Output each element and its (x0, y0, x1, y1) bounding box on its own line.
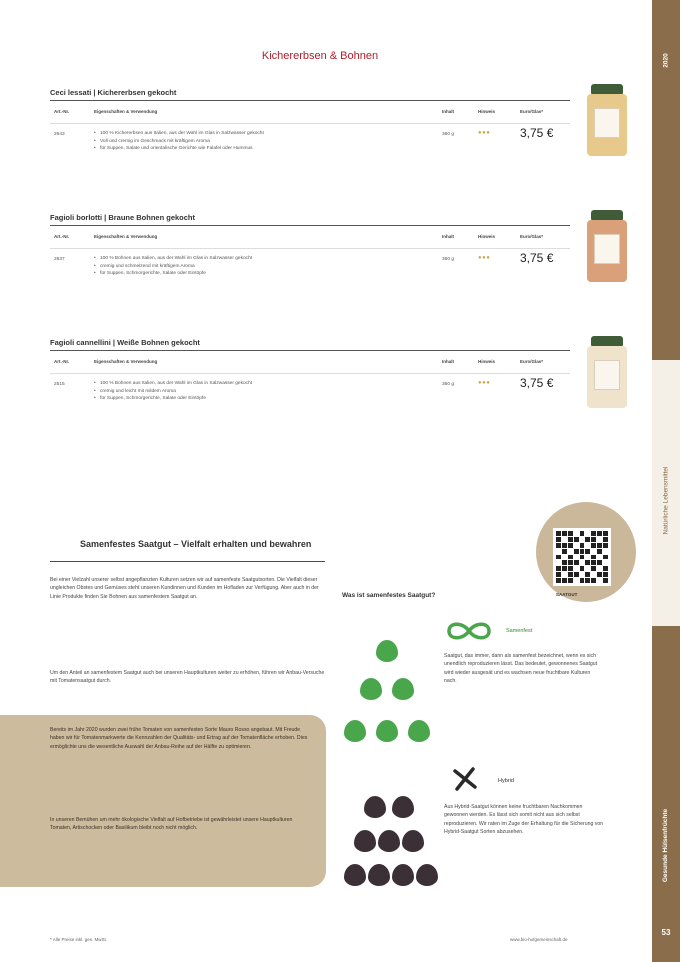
cross-icon (452, 766, 478, 792)
side-tab-chapter-label: Gesunde Hülsenfrüchte (662, 808, 670, 882)
col-features: Eigenschaften & Verwendung (94, 109, 158, 114)
section-title: Kichererbsen & Bohnen (261, 50, 379, 62)
feature-list (94, 380, 424, 403)
jar-image-borlotti (586, 210, 628, 284)
intro-paragraph: Bei einer Vielzahl unserer selbst angepflanzten Kulturen setzen wir auf samenfeste Saatgutsorten. Die Vielfalt dieser ungleichen Obstes und Gemüses steht unseren Kundinnen und Kunden im Hofladen zur Verfügung. Aber auch in der Linie Produkte finden Sie Bohnen aus samenfestem Saatgut an. (50, 577, 319, 600)
price: 3,75 € (520, 376, 554, 390)
side-tab-middle-label: Natürliche Lebensmittel (662, 466, 670, 534)
product-block (50, 213, 570, 294)
green-leaf-icon (376, 720, 398, 742)
qr-code-icon[interactable] (553, 528, 611, 586)
feature-item: • 100 % Bohnen aus Italien, aus der Wahl im Glas in Salzwasser gekocht (94, 255, 424, 263)
product-row (50, 373, 570, 419)
highlight-paragraph-1: Bereits im Jahr 2020 wurden zwei frühe Tomaten von samenfesten Sorte Mauro Rosso angebaut. Mit Freude haben wir für Tomatenmarkwerte die Kennzahlen der Qualitäts- und Ertrag auf der Tomatenfläche erhoben. Dies ermöglichte uns die wesentliche Auswahl der Anbau-Reihe auf der Hälfte zu optimieren. (50, 727, 308, 750)
product-table-header (50, 359, 570, 373)
col-price: Euro/Glas* (520, 359, 544, 364)
dark-leaf-icon (416, 864, 438, 886)
jar-image-chickpeas (586, 84, 628, 158)
rating-dots: ●●● (478, 380, 491, 386)
feature-item: • 100 % Bohnen aus Italien, aus der Wahl im Glas in Salzwasser gekocht (94, 380, 424, 388)
dark-leaf-icon (402, 830, 424, 852)
product-row (50, 248, 570, 294)
infinity-icon (445, 620, 493, 642)
green-leaf-icon (376, 640, 398, 662)
price: 3,75 € (520, 251, 554, 265)
article-number: 2515 (54, 382, 65, 387)
green-leaf-icon (344, 720, 366, 742)
col-inhalt: Inhalt (442, 109, 454, 114)
product-title: Fagioli cannellini | Weiße Bohnen gekocht (50, 338, 570, 351)
product-block (50, 338, 570, 419)
footer-url[interactable]: www.bio-hofgemeinschaft.de (510, 937, 568, 942)
col-art: Art.-Nr. (54, 359, 70, 364)
product-table-header (50, 234, 570, 248)
rating-dots: ●●● (478, 255, 491, 261)
feature-item: • cremig und schmelzend mit kräftigem Aroma (94, 263, 424, 271)
feature-list (94, 255, 424, 278)
seed-type-label-samenfest: Samenfest (506, 628, 533, 634)
page-number: 53 (661, 928, 671, 937)
price: 3,75 € (520, 126, 554, 140)
dark-leaf-icon (354, 830, 376, 852)
feature-item: • Voll und cremig im Geschmack mit kräftigem Aroma (94, 138, 424, 146)
article-number: 2637 (54, 257, 65, 262)
footer-note: * Alle Preise inkl. ges. MwSt. (50, 937, 108, 942)
hybrid-description: Aus Hybrid-Saatgut können keine fruchtbaren Nachkommen gewonnen werden. Es lässt sich somit nicht aus sich selbst reproduzieren. Wir raten im Zuge der Erhaltung für die Sicherung von Hybrid-Saatgut Sorten abzusehen. (444, 804, 604, 835)
trial-paragraph: Um den Anteil an samenfestem Saatgut auch bei unseren Hauptkulturen weiter zu erhöhen, führen wir Anbau-Versuche mit Tomatensaatgut durch. (50, 670, 325, 685)
col-price: Euro/Glas* (520, 109, 544, 114)
product-title: Fagioli borlotti | Braune Bohnen gekocht (50, 213, 570, 226)
green-leaf-icon (408, 720, 430, 742)
feature-list (94, 130, 424, 153)
inhalt-value: 360 g (442, 257, 455, 262)
jar-image-cannellini (586, 336, 628, 410)
col-features: Eigenschaften & Verwendung (94, 359, 158, 364)
article-number: 2643 (54, 132, 65, 137)
inhalt-value: 360 g (442, 382, 455, 387)
banner-title: Samenfestes Saatgut – Vielfalt erhalten und bewahren (80, 539, 312, 549)
seed-question-heading: Was ist samenfestes Saatgut? (342, 592, 436, 599)
col-rating: Hinweis (478, 359, 496, 364)
feature-item: • für Suppen, Salate und orientalische Gerichte wie Falafel oder Hummus (94, 145, 424, 153)
qr-caption: SAATGUT (556, 592, 578, 597)
col-art: Art.-Nr. (54, 234, 70, 239)
feature-item: • für Suppen, Schmorgerichte, Salate oder Eintöpfe (94, 270, 424, 278)
col-rating: Hinweis (478, 109, 496, 114)
dark-leaf-icon (344, 864, 366, 886)
dark-leaf-icon (392, 864, 414, 886)
feature-item: • für Suppen, Schmorgerichte, Salate oder Eintöpfe (94, 395, 424, 403)
col-inhalt: Inhalt (442, 359, 454, 364)
side-tab-year-label: 2020 (662, 52, 670, 68)
dark-leaf-icon (364, 796, 386, 818)
col-features: Eigenschaften & Verwendung (94, 234, 158, 239)
col-rating: Hinweis (478, 234, 496, 239)
dark-leaf-icon (392, 796, 414, 818)
dark-leaf-icon (368, 864, 390, 886)
product-block (50, 88, 570, 169)
feature-item: • 100 % Kichererbsen aus Italien, aus der Wahl im Glas in Salzwasser gekocht (94, 130, 424, 138)
highlight-paragraph-2: In unseren Bemühen um mehr ökologische Vielfalt auf Hofbetriebe ist gewährleistet unsere Hauptkulturen Tomaten, Artischocken oder Basilikum bleibt noch nicht möglich. (50, 817, 293, 832)
product-table-header (50, 109, 570, 123)
green-leaf-icon (392, 678, 414, 700)
col-art: Art.-Nr. (54, 109, 70, 114)
green-leaf-icon (360, 678, 382, 700)
col-inhalt: Inhalt (442, 234, 454, 239)
seed-type-label-hybrid: Hybrid (498, 778, 514, 784)
feature-item: • cremig und leicht mit mildem Aroma (94, 388, 424, 396)
rating-dots: ●●● (478, 130, 491, 136)
col-price: Euro/Glas* (520, 234, 544, 239)
product-title: Ceci lessati | Kichererbsen gekocht (50, 88, 570, 101)
banner-underline (50, 561, 325, 562)
inhalt-value: 360 g (442, 132, 455, 137)
product-row (50, 123, 570, 169)
dark-leaf-icon (378, 830, 400, 852)
side-index-bar (652, 0, 680, 962)
samenfest-description: Saatgut, das immer, dann als samenfest bezeichnet, wenn es sich unendlich reproduzieren lässt. Das bedeutet, gewonnenes Saatgut wird wieder ausgesät und es wachsen neue fruchtbare Kulturen nach. (444, 653, 598, 684)
